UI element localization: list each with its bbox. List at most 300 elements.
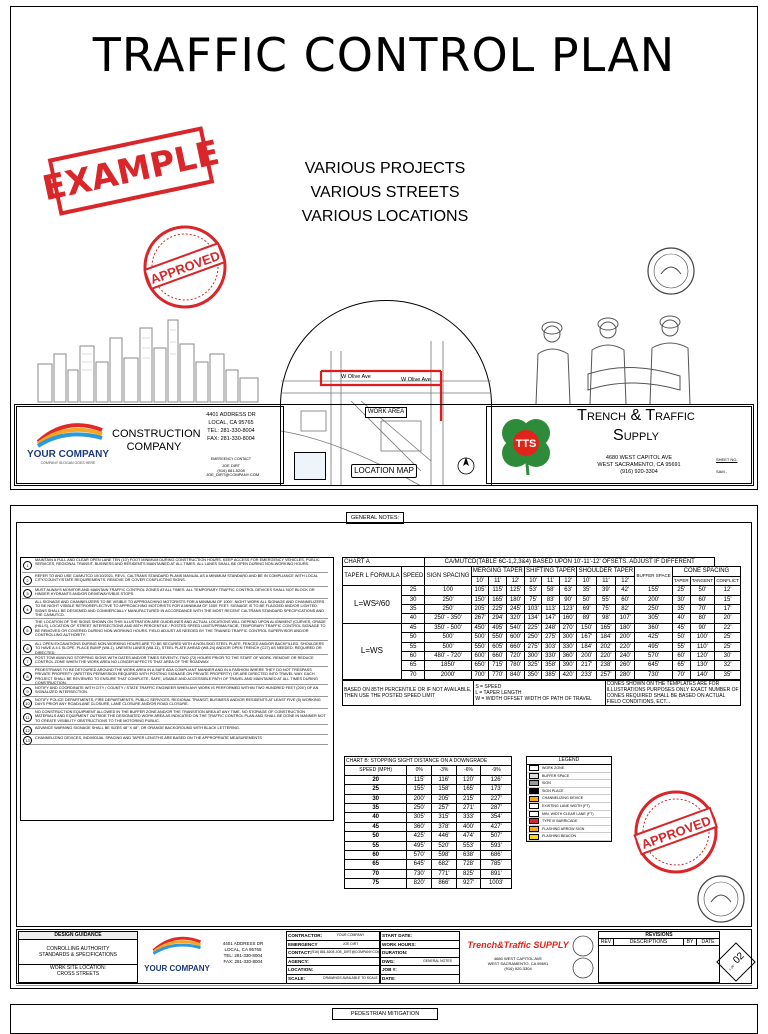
field-label: CONTRACTOR: (288, 933, 323, 938)
company-logo-icon (152, 934, 202, 954)
table-cell: 22' (715, 623, 741, 632)
col-header: 0% (407, 766, 432, 775)
construction-workers-illustration (530, 310, 710, 404)
table-row (345, 822, 512, 831)
table-cell: 330' (559, 642, 577, 651)
table-cell: 55 (401, 642, 425, 651)
table-cell: 294' (489, 614, 507, 623)
table-cell: 495' (407, 841, 432, 850)
note-number: 4 (23, 605, 32, 614)
table-cell: 40' (672, 614, 690, 623)
table-cell: 45 (401, 623, 425, 632)
table-cell: 113' (542, 605, 560, 614)
table-cell: 225' (524, 623, 542, 632)
table-cell: 250' (524, 633, 542, 642)
table-cell: 320' (507, 614, 525, 623)
table-row (343, 633, 741, 642)
guidance-line: STANDARDS & SPECIFICATIONS (39, 952, 117, 958)
table-cell: 645' (407, 860, 432, 869)
note-text: ADVANCE WARNING SIGNAGE SHALL BE SIZES 48" X 48", OR ORANGE BACKGROUND WITH BLACK LETTERING. (35, 726, 240, 730)
table-cell: 202' (596, 642, 615, 651)
chart-a-label: CHART A (343, 558, 425, 567)
table-cell: 100 (425, 586, 471, 595)
table-cell: 42' (616, 586, 635, 595)
note-number: 8 (23, 672, 32, 681)
table-cell: 50' (690, 586, 714, 595)
table-cell: 100' (690, 633, 714, 642)
legend (526, 756, 612, 842)
tts-clover-logo-icon (494, 413, 558, 477)
table-cell: 550' (489, 633, 507, 642)
company-address (206, 411, 256, 443)
table-cell: 495' (635, 642, 672, 651)
field-value (416, 966, 459, 974)
title-block-field (286, 975, 380, 984)
table-cell: 150' (471, 595, 489, 604)
approved-seal (632, 788, 720, 876)
emergency-label: EMERGENCY CONTACT (210, 457, 252, 461)
table-row (345, 851, 512, 860)
note-number: 6 (23, 644, 32, 653)
table-cell: 30 (401, 595, 425, 604)
rev-header: REV (599, 939, 614, 945)
note-number: 1 (23, 561, 32, 570)
legend-swatch-icon (529, 796, 539, 802)
table-cell: 75' (596, 605, 615, 614)
table-cell: 360' (407, 822, 432, 831)
table-cell: 233' (577, 670, 596, 679)
chart-a-footnote: BASED ON 85TH PERCENTILE OR IF NOT AVAILABLE, THEN USE THE POSTED SPEED LIMIT (343, 681, 474, 706)
table-cell: 660' (489, 652, 507, 661)
note-text: REFER TO AND USE CA/MUTCD 10/10/2021, REV1, CALTRANS STANDARD PLANS MANUAL AS A MINIMUM STANDARD AND BE IN COMPLIANCE WITH LOCAL CITY/COUNTY/STATE REQUIREMENTS. REMOVE OR COVER CONFLICTING SIGNS. (35, 574, 318, 583)
project-fields-left (286, 931, 380, 984)
note-text: PEDESTRIANS TO BE DETOURED AROUND THE WORK AREA IN A SAFE ADA COMPLIANT MANNER AND IN A FASHION WHERE THEY DO NOT TRESPASS PRIVATE PROPERTY (WRITTEN PERMISSION REQUIRED WITH POSTING SIGNAGE ON PRIVATE PROPERTY) OR ARE DIRECTED INTO TRAVEL WAY. EACH PROJECT SHALL BE REVIEWED TO ENSURE THAT COMPLETE, SAFE, USABLE AND ACCESSIBLE PATH OF TRAVEL AND MAINTAINED AT ALL TIMES DURING CONSTRUCTION. (35, 668, 319, 685)
table-cell: 105' (471, 586, 489, 595)
table-cell: 200' (407, 794, 432, 803)
table-cell: 427' (481, 822, 512, 831)
pedestrian-mitigation-title: PEDESTRIAN MITIGATION (332, 1008, 438, 1020)
legend-item (527, 780, 611, 788)
address-line: TEL: 281-330-8004 (223, 953, 263, 958)
table-cell: 260' (616, 661, 635, 670)
title-block-field (286, 931, 380, 941)
table-cell: 593' (481, 841, 512, 850)
location-map-label: LOCATION MAP (351, 464, 417, 478)
table-cell: 60' (690, 595, 714, 604)
table-row (345, 785, 512, 794)
table-cell: 80' (690, 614, 714, 623)
supplier-name-line-2: Supply (613, 427, 659, 444)
certification-seal (572, 935, 594, 979)
table-cell: 150' (577, 623, 596, 632)
chart-a-footnote: CONES SHOWN ON THE TEMPLATES ARE FOR ILLUSTRATIONS PURPOSES ONLY EXACT NUMBER OF CONES REQUIRED SHALL BE BASED ON ACTUAL FIELD CONDITIONS, ECT... (606, 681, 739, 706)
table-cell: 785' (481, 860, 512, 869)
legend-swatch-icon (529, 834, 539, 840)
legend-swatch-icon (529, 826, 539, 832)
table-cell: 115' (407, 775, 432, 784)
field-value (416, 949, 459, 957)
general-note (22, 726, 328, 735)
legend-label: FLASHING BEACON (542, 834, 577, 839)
col-header: SPEED (401, 567, 425, 586)
general-note (22, 574, 328, 587)
table-cell: 425' (407, 832, 432, 841)
table-cell: 866' (432, 879, 457, 888)
table-cell: 25' (715, 633, 741, 642)
title-block-field (286, 958, 380, 967)
col-header: -9% (481, 766, 512, 775)
table-cell: 65' (672, 661, 690, 670)
col-subheader: 11' (489, 576, 507, 585)
table-cell: 40 (345, 813, 407, 822)
field-value (322, 966, 379, 974)
table-cell: 570' (635, 652, 672, 661)
table-cell: 275' (524, 642, 542, 651)
general-note (22, 656, 328, 667)
table-cell: 600' (507, 633, 525, 642)
legend-swatch-icon (529, 811, 539, 817)
field-label: AGENCY: (288, 958, 309, 964)
table-cell: 227' (481, 794, 512, 803)
table-cell: 120' (690, 652, 714, 661)
legend-item (527, 811, 611, 819)
table-cell: 110' (690, 642, 714, 651)
address-line: LOCAL, CA 95765 (224, 947, 262, 952)
project-line: VARIOUS STREETS (310, 184, 460, 201)
table-cell: 305' (407, 813, 432, 822)
col-header: SPEED (MPH) (345, 766, 407, 775)
table-cell: 385' (542, 670, 560, 679)
table-cell: 500' (471, 633, 489, 642)
legend-label: CHANNELIZING DEVICE (542, 796, 584, 801)
project-lines (260, 157, 510, 229)
note-text: MUST ALWAYS MONITOR AND MAINTAIN TRAFFIC CONTROL ZONES AT ALL TIMES. ALL TEMPORARY TRAFFIC CONTROL DEVICES SHALL NOT BLOCK OR HINDER HYDRANTS AND/OR DRIVEWAYS/BUS STOPS. (35, 588, 315, 597)
table-cell: 720' (507, 652, 525, 661)
legend-swatch-icon (529, 788, 539, 794)
field-label: EMERGENCY (288, 941, 318, 947)
table-cell: 280' (616, 670, 635, 679)
table-cell: 250' - 350' (425, 614, 471, 623)
legend-item (527, 765, 611, 773)
note-text: POST TOW AWAY-NO STOPPING SIGNS WITH DATES AND/OR TIMES SEVENTY- TWO (72) HOURS PRIOR TO THE START OF WORK. REMOVE OR REDUCE CONTROL ZONE WHEN THE WORK AREA NO LONGER AFFECTS THAT AREA OF THE ROADWAY. (35, 656, 314, 665)
table-cell: 70 (345, 869, 407, 878)
table-cell: 450' (471, 623, 489, 632)
legend-label: TYPE III BARRICADE (542, 819, 578, 824)
table-cell: 425' (635, 633, 672, 642)
table-row (343, 642, 741, 651)
col-header: -6% (456, 766, 481, 775)
table-cell: 70' (690, 605, 714, 614)
col-header: SIGN SPACING (425, 567, 471, 586)
table-cell: 540' (507, 623, 525, 632)
table-cell: 65 (345, 860, 407, 869)
table-cell: 45 (345, 822, 407, 831)
table-cell: 400' (456, 822, 481, 831)
table-cell: 217' (577, 661, 596, 670)
legend-item (527, 818, 611, 826)
table-cell: 240' (616, 652, 635, 661)
table-cell: 275' (542, 633, 560, 642)
table-cell: 682' (432, 860, 457, 869)
table-cell: 2000' (425, 670, 471, 679)
table-cell: 180' (616, 623, 635, 632)
supplier-address (594, 455, 684, 476)
table-cell: 300' (524, 652, 542, 661)
table-cell: 507' (481, 832, 512, 841)
table-cell: 50' (577, 595, 596, 604)
table-cell: 184' (596, 633, 615, 642)
table-cell: 500' (425, 633, 471, 642)
table-cell: 840' (507, 670, 525, 679)
table-cell: 250' (407, 804, 432, 813)
table-cell: 205' (432, 794, 457, 803)
table-cell: 570' (407, 851, 432, 860)
table-cell: 245' (507, 605, 525, 614)
note-text: ALL SIGNAGE AND CHANNELIZERS TO BE VISIBLE TO APPROACHING MOTORISTS FOR A MINIMUM OF 1000'. NIGHT WORK ALL SIGNAGE AND CHANNELIZERS TO BE NIGHT VISIBLE RETROREFLECTIVE TO APPROACHING MOTORISTS FOR A MINIMUM OF 1000' FEET. SIGNAGE IS TO BE FLAGGED AND/OR LIGHTED. SIGNS SHALL BE DESIGNED AND COMMERCIALLY MANUFACTURED IN ACCORDANCE WITH THE MOST RECENT CALTRANS STANDARD SPECIFICATIONS AND THE CA/MUTCD. (35, 600, 325, 617)
table-cell: 360' (559, 652, 577, 661)
col-subheader: 11' (542, 576, 560, 585)
table-cell: 55' (672, 642, 690, 651)
general-note (22, 642, 328, 655)
table-cell: 605' (489, 642, 507, 651)
address-line: (916) 920-3304 (620, 469, 658, 475)
table-cell: 65 (401, 661, 425, 670)
table-cell: 200' (635, 595, 672, 604)
work-area-label: WORK AREA (365, 407, 407, 418)
table-cell: 638' (456, 851, 481, 860)
col-subheader: 11' (596, 576, 615, 585)
company-name: CONSTRUCTION COMPANY (112, 428, 201, 453)
title-block-field (380, 966, 460, 975)
supplier-address (466, 956, 570, 971)
approved-seal-text: APPROVED (639, 812, 714, 852)
table-cell: 205' (471, 605, 489, 614)
table-cell: 660' (507, 642, 525, 651)
col-subheader: 10' (577, 576, 596, 585)
table-cell: 126' (481, 775, 512, 784)
table-cell: 378' (432, 822, 457, 831)
legend-item (527, 773, 611, 781)
col-header: CONE SPACING (672, 567, 740, 576)
company-logo-text: YOUR COMPANY (26, 449, 110, 460)
table-row (345, 879, 512, 888)
note-number: 13 (23, 736, 32, 745)
title-block-field (380, 975, 460, 984)
note-text: NO CONSTRUCTION EQUIPMENT ALLOWED IN THE BUFFER ZONE AND/OR THE TRANSITION AREA AT ANY TIME. NO STORAGE OF CONSTRUCTION MATERIALS AND EQUIPMENT OUTSIDE THE DESIGNATED WORK AREA AS INDICATED ON THE TRAFFIC CONTROL PLAN AND SHALL BE DONE IN MANNER NOT TO CREATE VISIBILITY OBSTRUCTIONS TO THE MOTORING PUBLIC. (35, 710, 326, 723)
table-cell: 220' (616, 642, 635, 651)
title-block-field (380, 949, 460, 958)
table-cell: 69' (577, 605, 596, 614)
certification-seal (646, 246, 696, 296)
table-cell: 598' (432, 851, 457, 860)
legend-label: BUFFER SPACE (542, 773, 570, 778)
field-value (416, 932, 459, 940)
table-cell: 55' (596, 595, 615, 604)
table-cell: 50' (672, 633, 690, 642)
table-row (345, 832, 512, 841)
title-block-field (380, 931, 460, 941)
project-fields-right (380, 931, 460, 984)
table-cell: 500' (425, 642, 471, 651)
table-cell: 30' (715, 652, 741, 661)
table-cell: 250' (635, 605, 672, 614)
table-cell: 75 (345, 879, 407, 888)
general-note (22, 668, 328, 685)
table-cell: 70 (401, 670, 425, 679)
emergency-line: JOE_DIRT@COMPANY.COM (206, 472, 260, 478)
table-cell: 32' (715, 661, 741, 670)
field-value (322, 958, 379, 966)
table-row (343, 605, 741, 614)
table-cell: 20 (345, 775, 407, 784)
sheet-of-label: 1 OF (728, 963, 736, 972)
chart-a-footnote: S = SPEED L = TAPER LENGTH W = WIDTH OFFSET WIDTH OF PATH OF TRAVEL (474, 681, 605, 706)
legend-label: EXISTING LANE WIDTH (FT) (542, 803, 590, 808)
general-note (22, 558, 328, 573)
table-row (343, 623, 741, 632)
legend-label: MIN. WIDTH CLEAR LANE (FT) (542, 811, 594, 816)
field-value: (916) 881-5208 JOE_DIRT@COMPANY.COM (311, 950, 381, 955)
table-cell: 173' (481, 785, 512, 794)
company-logo-icon (36, 420, 104, 446)
field-value: GENERAL NOTES (423, 958, 452, 963)
city-skyline-illustration (36, 318, 261, 402)
table-cell: 58' (542, 586, 560, 595)
address-line: TEL: 281-330-8004 (207, 428, 255, 434)
address-line: 4680 WEST CAPITOL AVE (493, 956, 543, 961)
design-guidance-title: DESIGN GUIDANCE (19, 932, 137, 940)
revisions-table (598, 931, 720, 983)
page-title: TRAFFIC CONTROL PLAN (92, 28, 676, 82)
table-row (343, 652, 741, 661)
note-text: CHANNELIZING DEVICES, INDIVIDUAL SPACING AND TAPER LENGTHS ARE BASED ON THE APPROPRIATE MEASUREMENTS (35, 736, 262, 740)
table-cell: 305' (635, 614, 672, 623)
table-cell: 303' (542, 642, 560, 651)
table-cell: 315' (432, 813, 457, 822)
table-cell: 40 (401, 614, 425, 623)
emergency-line: (916) 881-5208 (217, 467, 245, 473)
title-block-field (286, 941, 380, 950)
col-subheader: TAPER (672, 576, 690, 585)
table-cell: 330' (542, 652, 560, 661)
address-line: 4401 ADDRESS DR (206, 412, 256, 418)
field-label: CONTACT: (288, 950, 312, 956)
table-cell: 271' (456, 804, 481, 813)
table-cell: 553' (456, 841, 481, 850)
legend-title: LEGEND (527, 757, 611, 765)
legend-swatch-icon (529, 818, 539, 824)
table-cell: 35 (345, 804, 407, 813)
taper-formula: L=WS²/60 (343, 586, 402, 624)
table-cell: 158' (432, 785, 457, 794)
table-cell: 728' (456, 860, 481, 869)
col-header: -3% (432, 766, 457, 775)
table-cell: 250' (425, 605, 471, 614)
table-cell: 30 (345, 794, 407, 803)
legend-swatch-icon (529, 803, 539, 809)
emergency-line: JOE DIRT (221, 463, 241, 468)
table-cell: 354' (481, 813, 512, 822)
col-header: MERGING TAPER (472, 568, 523, 575)
table-cell: 53' (524, 586, 542, 595)
field-label: WORK HOURS: (382, 941, 416, 947)
table-cell: 420' (559, 670, 577, 679)
table-cell: 17' (715, 605, 741, 614)
table-row (345, 869, 512, 878)
table-cell: 238' (596, 661, 615, 670)
col-subheader: 10' (524, 576, 542, 585)
table-cell: 257' (432, 804, 457, 813)
table-cell: 25 (345, 785, 407, 794)
table-cell: 1850' (425, 661, 471, 670)
disclaimer-line (16, 985, 752, 988)
rev-header: BY (684, 939, 697, 945)
note-number: 3 (23, 589, 32, 598)
table-row (345, 860, 512, 869)
table-cell: 780' (507, 661, 525, 670)
col-header: SHOULDER TAPER (578, 568, 634, 575)
guidance-line: CROSS STREETS (56, 971, 100, 977)
legend-swatch-icon (529, 765, 539, 771)
note-number: 5 (23, 626, 32, 635)
legend-label: FLASHING ARROW SIGN (542, 826, 585, 831)
table-cell: 270' (559, 623, 577, 632)
col-subheader: 12' (616, 576, 635, 585)
table-cell: 107' (616, 614, 635, 623)
table-cell: 115' (489, 586, 507, 595)
table-cell: 730' (635, 670, 672, 679)
note-number: 9 (23, 687, 32, 696)
col-subheader: TANGENT (690, 576, 714, 585)
table-cell: 927' (456, 879, 481, 888)
example-stamp: EXAMPLE (48, 126, 215, 216)
table-cell: 184' (577, 642, 596, 651)
table-cell: 333' (456, 813, 481, 822)
general-note (22, 686, 328, 697)
chart-b-title: CHART B: STOPPING SIGHT DISTANCE ON A DOWNGRADE (345, 757, 512, 766)
general-note (22, 736, 328, 745)
table-cell: 35' (672, 605, 690, 614)
company-logo-text: YOUR COMPANY (144, 964, 210, 973)
table-row (345, 841, 512, 850)
sheet-number: 02 (731, 950, 747, 967)
table-cell: 120' (456, 775, 481, 784)
table-cell: 165' (489, 595, 507, 604)
table-cell: 200' (577, 652, 596, 661)
address-line: 4680 WEST CAPITOL AVE (605, 455, 673, 461)
note-text: NOTIFY POLICE DEPARTMENTS, FIRE DEPARTMENTS, PUBLIC SERVICES, REGIONAL TRANSIT, BUSINESS AND/OR RESIDENTS AT LEAST FIVE (5) WORKING DAYS PRIOR ANY ROAD/LANE CLOSURE, LANE CLOSURE AND/OR ROAD CLOSURE. (35, 698, 321, 707)
tts-logo-text: TTS (515, 438, 537, 450)
table-cell: 250' (425, 595, 471, 604)
table-cell: 160' (559, 614, 577, 623)
table-cell: 257' (596, 670, 615, 679)
table-row (343, 670, 741, 679)
table-cell: 90' (559, 595, 577, 604)
field-value: YOUR COMPANY (336, 933, 365, 937)
table-cell: 267' (471, 614, 489, 623)
table-cell: 25 (401, 586, 425, 595)
table-cell: 325' (524, 661, 542, 670)
supplier-name-line-1: Trench & Traffic (577, 407, 695, 424)
sheet-no-value: SAM - (716, 469, 728, 474)
table-cell: 20' (715, 614, 741, 623)
table-cell: 474' (456, 832, 481, 841)
table-cell: 600' (471, 652, 489, 661)
title-block-field (286, 949, 380, 958)
street-label: W Olive Ave (401, 377, 431, 383)
table-cell: 39' (596, 586, 615, 595)
table-row (345, 813, 512, 822)
